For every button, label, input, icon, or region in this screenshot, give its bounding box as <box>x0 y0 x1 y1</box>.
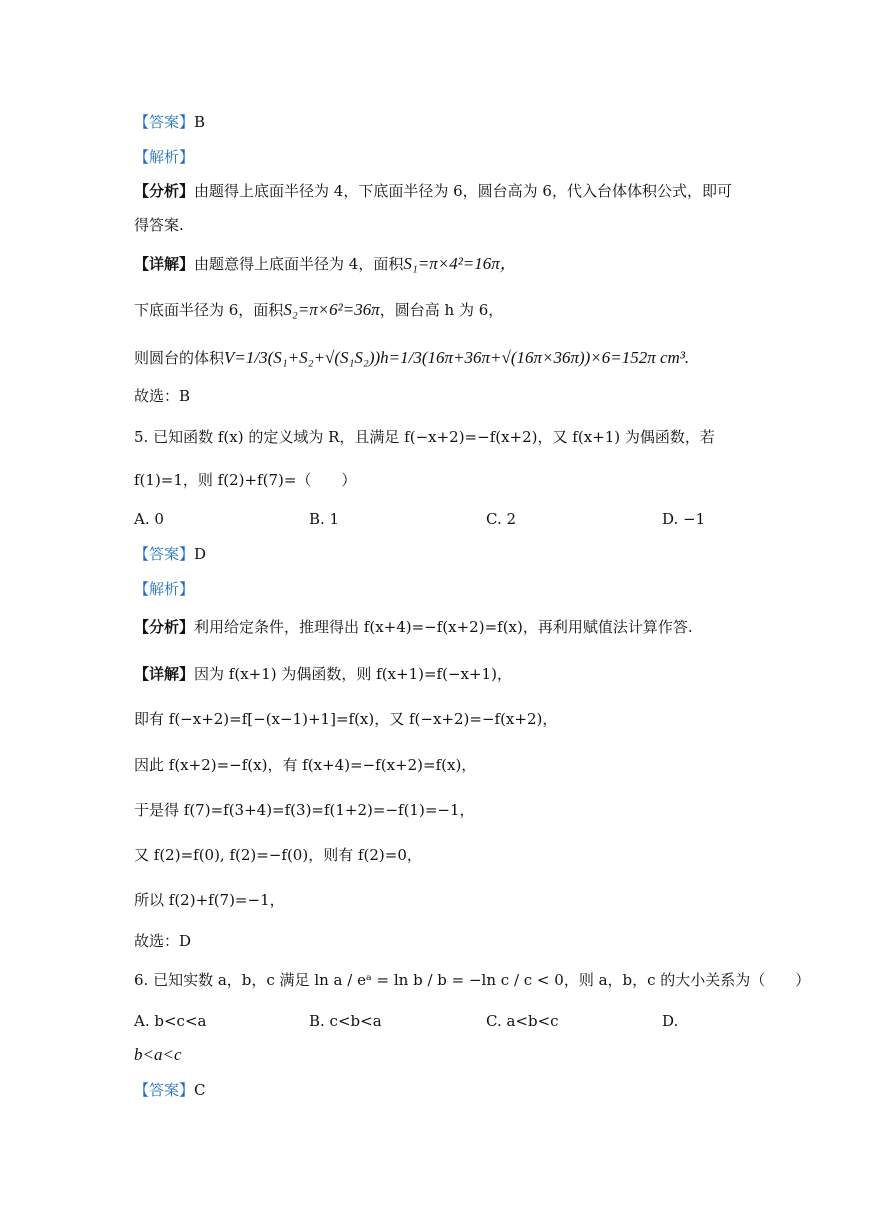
q5-step-1: 因为 f(x+1) 为偶函数，则 f(x+1)=f(−x+1)， <box>194 665 512 683</box>
q4-volume-formula: V=1/3(S₁+S₂+√(S₁S₂))h=1/3(16π+36π+√(16π×36π))×6=152π cm³. <box>224 348 690 367</box>
q5-choose: 故选：D <box>134 932 192 950</box>
q5-fenxi-text: 利用给定条件，推理得出 f(x+4)=−f(x+2)=f(x)，再利用赋值法计算作答. <box>194 618 693 636</box>
q5-step-5: 又 f(2)=f(0), f(2)=−f(0)，则有 f(2)=0， <box>134 846 422 864</box>
q6-option-d: D. <box>662 1012 679 1030</box>
q5-stem-line-1: 5. 已知函数 f(x) 的定义域为 R，且满足 f(−x+2)=−f(x+2)，又 f(x+1) 为偶函数，若 <box>134 428 715 446</box>
q6-option-b: B. c<b<a <box>309 1012 382 1030</box>
q5-option-c: C. 2 <box>486 510 517 528</box>
q4-analysis-tag: 【解析】 <box>134 148 195 166</box>
q4-area-top-formula: S₁=π×4²=16π， <box>403 254 517 273</box>
q4-line2-tail: ，圆台高 h 为 6， <box>379 301 504 319</box>
q4-area-bottom-formula: S₂=π×6²=36π <box>283 300 380 319</box>
q6-option-a: A. b<c<a <box>134 1012 207 1030</box>
q5-fenxi-tag: 【分析】 <box>134 618 195 636</box>
q4-answer-tag: 【答案】 <box>134 113 195 131</box>
q5-fenxi-line <box>134 617 693 637</box>
q6-option-c: C. a<b<c <box>486 1012 559 1030</box>
q4-line2-text: 下底面半径为 6，面积 <box>134 301 284 319</box>
q6-stem: 6. 已知实数 a，b，c 满足 ln a / eᵃ = ln b / b = −ln c / c < 0，则 a，b，c 的大小关系为（ ） <box>134 971 811 989</box>
q4-xiangjie-tag: 【详解】 <box>134 255 195 273</box>
q5-option-b: B. 1 <box>309 510 340 528</box>
q4-xiangjie-text-1: 由题意得上底面半径为 4，面积 <box>194 255 404 273</box>
q5-option-d: D. −1 <box>662 510 706 528</box>
q4-xiangjie-line-1 <box>134 254 517 274</box>
q4-answer-value: B <box>194 113 206 131</box>
q4-choose: 故选：B <box>134 387 191 405</box>
q4-fenxi-line-1 <box>134 181 732 201</box>
q5-answer-tag: 【答案】 <box>134 545 195 563</box>
q5-step-2: 即有 f(−x+2)=f[−(x−1)+1]=f(x)，又 f(−x+2)=−f(x+2)， <box>134 710 558 728</box>
q5-step-4: 于是得 f(7)=f(3+4)=f(3)=f(1+2)=−f(1)=−1， <box>134 801 475 819</box>
q6-option-d-value: b<a<c <box>134 1045 182 1064</box>
q5-step-1-line <box>134 664 512 684</box>
q6-answer-tag: 【答案】 <box>134 1081 195 1099</box>
q5-option-a: A. 0 <box>134 510 164 528</box>
q4-answer-line <box>134 112 205 132</box>
q4-fenxi-line-2: 得答案. <box>134 216 184 234</box>
q4-fenxi-tag: 【分析】 <box>134 182 195 200</box>
q5-answer-line <box>134 544 206 564</box>
q5-stem-line-2: f(1)=1，则 f(2)+f(7)=（ ） <box>134 471 357 489</box>
q4-xiangjie-line-3 <box>134 348 689 368</box>
q4-line3-text: 则圆台的体积 <box>134 349 225 367</box>
q5-analysis-tag: 【解析】 <box>134 580 195 598</box>
q5-xiangjie-tag: 【详解】 <box>134 665 195 683</box>
q5-answer-value: D <box>194 545 207 563</box>
q6-answer-line <box>134 1080 206 1100</box>
q4-xiangjie-line-2 <box>134 300 503 320</box>
q5-step-3: 因此 f(x+2)=−f(x)，有 f(x+4)=−f(x+2)=f(x)， <box>134 756 477 774</box>
q4-fenxi-text-1: 由题得上底面半径为 4，下底面半径为 6，圆台高为 6，代入台体体积公式，即可 <box>194 182 732 200</box>
q5-step-6: 所以 f(2)+f(7)=−1， <box>134 891 285 909</box>
q6-answer-value: C <box>194 1081 206 1099</box>
